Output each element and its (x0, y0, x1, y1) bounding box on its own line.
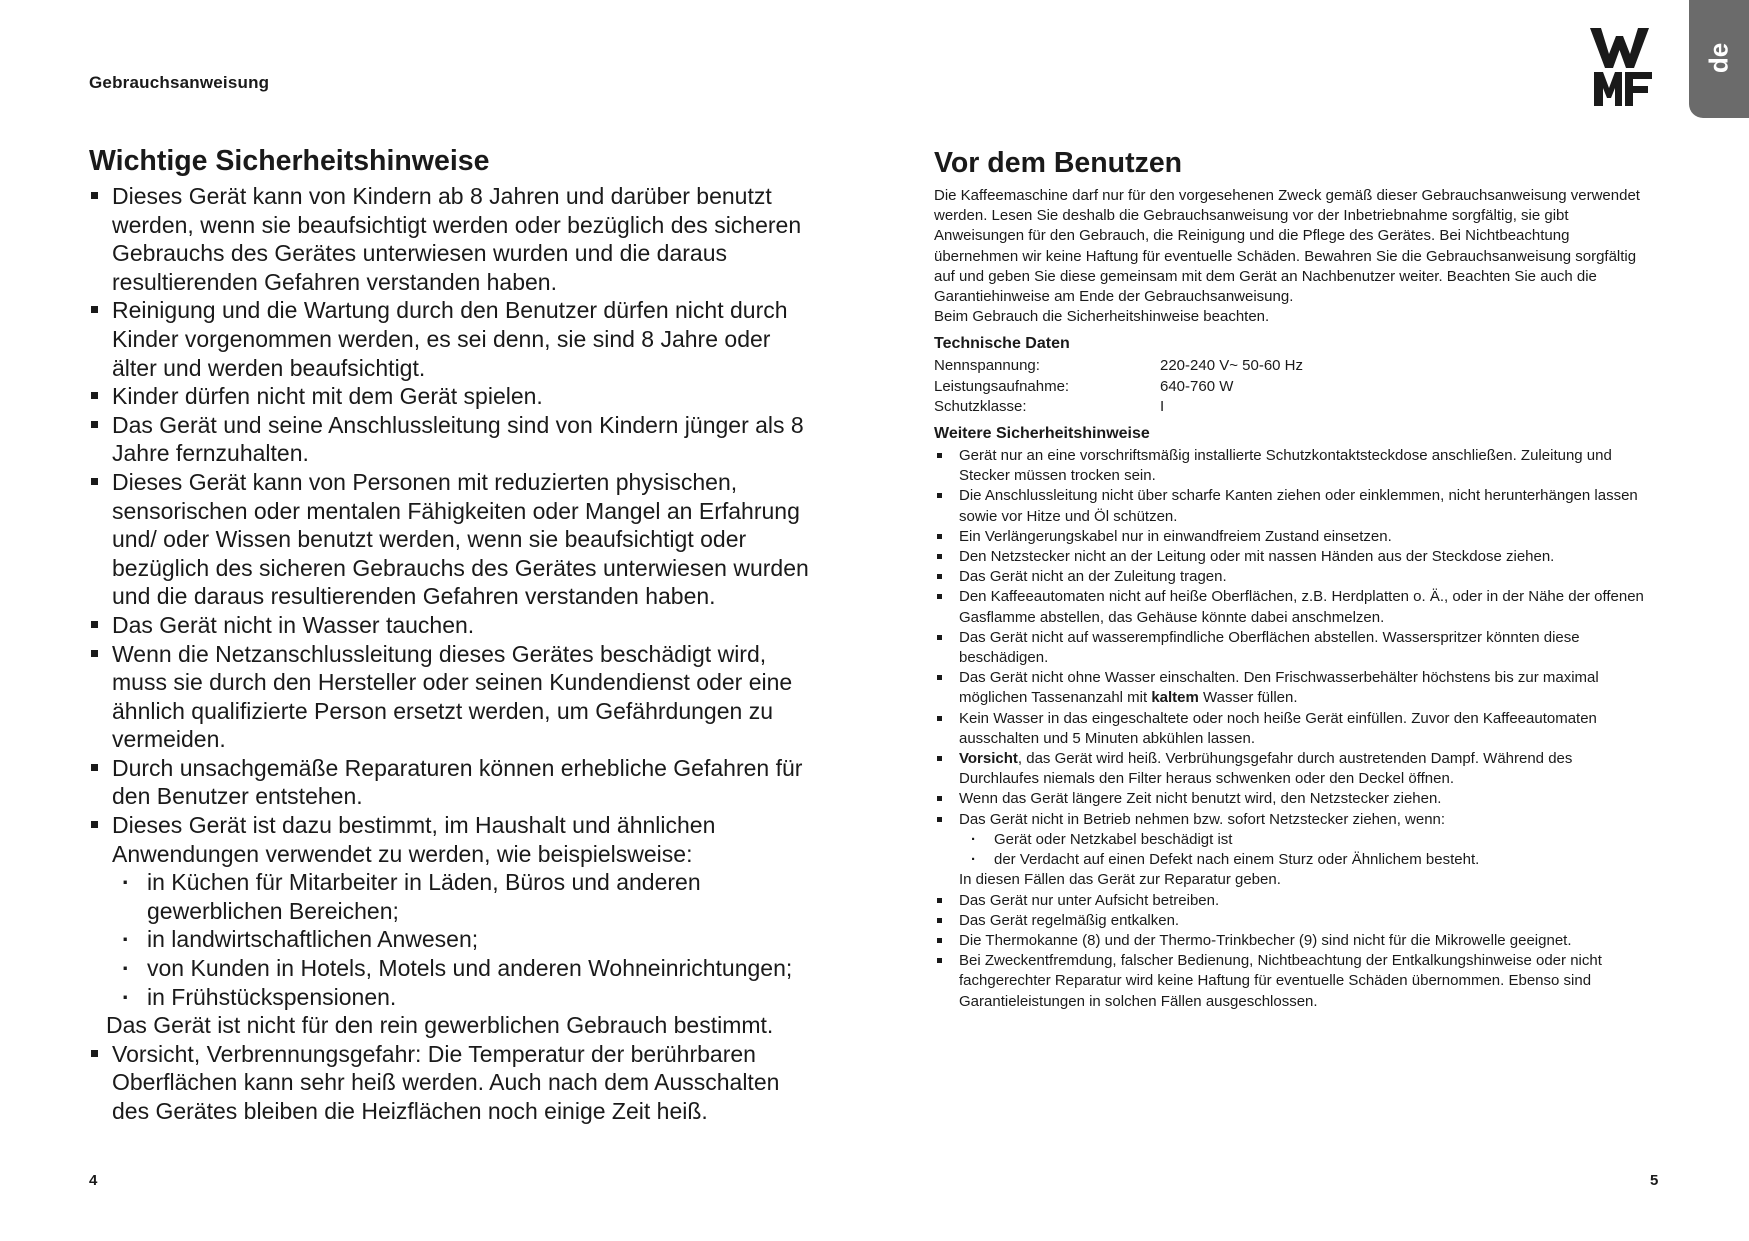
sub-list-item: · von Kunden in Hotels, Motels und anderen Wohneinrichtungen; (112, 954, 819, 983)
list-item-water (934, 668, 1654, 708)
list-item: Das Gerät nicht an der Zuleitung tragen. (934, 567, 1654, 587)
list-item-text: Das Gerät nicht in Betrieb nehmen bzw. sofort Netzstecker ziehen, wenn: (959, 810, 1446, 828)
tech-data-table (934, 356, 1303, 417)
safety-title: Wichtige Sicherheitshinweise (89, 145, 490, 177)
list-item: Ein Verlängerungskabel nur in einwandfreiem Zustand einsetzen. (934, 527, 1654, 547)
no-operate-sub-list (959, 830, 1654, 870)
before-use-title: Vor dem Benutzen (934, 147, 1183, 179)
intro-text: Die Kaffeemaschine darf nur für den vorgesehenen Zweck gemäß dieser Gebrauchsanweisung verwendet werden. Lesen Sie deshalb die Gebrauchsanweisung vor der Inbetriebnahme sorgfältig, sie gibt Anweisungen für den Gebrauch, die Reinigung und die Pflege des Gerätes. Bei Nichtbeachtung übernehmen wir keine Haftung für eventuelle Schäden. Bewahren Sie die Gebrauchsanweisung sorgfältig auf und geben Sie diese gemeinsam mit dem Gerät an Nachbenutzer weiter. Beachten Sie auch die Garantiehinweise am Ende der Gebrauchsanweisung. (934, 187, 1640, 306)
list-item: Kinder dürfen nicht mit dem Gerät spielen. (89, 382, 819, 411)
water-text-pre: Das Gerät nicht ohne Wasser einschalten. Den Frischwasserbehälter höchstens bis zur maximal möglichen Tassenanzahl mit (959, 669, 1599, 707)
intro-text-2: Beim Gebrauch die Sicherheitshinweise beachten. (934, 308, 1270, 326)
intro-paragraph (934, 186, 1654, 327)
sub-list-item: · in Frühstückspensionen. (112, 983, 819, 1012)
table-row (934, 356, 1303, 376)
tech-label: Schutzklasse: (934, 397, 1027, 415)
list-item-text: Dieses Gerät ist dazu bestimmt, im Haushalt und ähnlichen Anwendungen verwendet zu werden, wie beispielsweise: (112, 812, 716, 867)
caution-text: , das Gerät wird heiß. Verbrühungsgefahr durch austretenden Dampf. Während des Durchlaufes niemals den Filter heraus schwenken oder den Deckel öffnen. (959, 750, 1573, 788)
page-number-left: 4 (89, 1172, 98, 1189)
list-item: Die Thermokanne (8) und der Thermo-Trinkbecher (9) sind nicht für die Mikrowelle geeignet. (934, 931, 1654, 951)
page-number-right: 5 (1650, 1172, 1659, 1189)
table-row (934, 397, 1303, 417)
document-header: Gebrauchsanweisung (89, 73, 270, 92)
language-tab[interactable] (1689, 0, 1749, 118)
sub-list-item: · in landwirtschaftlichen Anwesen; (112, 925, 819, 954)
list-item: Gerät nur an eine vorschriftsmäßig installierte Schutzkontaktsteckdose anschließen. Zuleitung und Stecker müssen trocken sein. (934, 446, 1654, 486)
list-item: Durch unsachgemäße Reparaturen können erhebliche Gefahren für den Benutzer entstehen. (89, 754, 819, 811)
list-item: Wenn das Gerät längere Zeit nicht benutzt wird, den Netzstecker ziehen. (934, 789, 1654, 809)
water-text-bold: kaltem (1151, 689, 1199, 707)
list-item-no-operate (934, 810, 1654, 871)
list-item: Bei Zweckentfremdung, falscher Bedienung, Nichtbeachtung der Entkalkungshinweise oder nicht fachgerechter Reparatur wird keine Haftung für eventuelle Schäden übernommen. Ebenso sind Garantieleistungen in solchen Fällen ausgeschlossen. (934, 951, 1654, 1012)
repair-note: In diesen Fällen das Gerät zur Reparatur geben. (959, 871, 1281, 889)
tech-data-title: Technische Daten (934, 335, 1070, 353)
list-item: Das Gerät nicht auf wasserempfindliche Oberflächen abstellen. Wasserspritzer könnten diese beschädigen. (934, 628, 1654, 668)
caution-bold: Vorsicht (959, 750, 1018, 768)
table-row (934, 377, 1303, 397)
wmf-logo-graphic (1590, 28, 1656, 106)
list-item: Reinigung und die Wartung durch den Benutzer dürfen nicht durch Kinder vorgenommen werden, es sei denn, sie sind 8 Jahre oder älter und werden beaufsichtigt. (89, 296, 819, 382)
list-item: Die Anschlussleitung nicht über scharfe Kanten ziehen oder einklemmen, nicht herunterhängen lassen sowie vor Hitze und Öl schützen. (934, 486, 1654, 526)
more-safety-list (934, 446, 1654, 1012)
list-item: Wenn die Netzanschlussleitung dieses Gerätes beschädigt wird, muss sie durch den Hersteller oder seinen Kundendienst oder eine ähnlich qualifizierte Person ersetzt werden, um Gefährdungen zu vermeiden. (89, 640, 819, 754)
list-item: Das Gerät und seine Anschlussleitung sind von Kindern jünger als 8 Jahre fernzuhalten. (89, 411, 819, 468)
right-column (934, 146, 1654, 1012)
tech-label: Nennspannung: (934, 357, 1040, 375)
list-item: Dieses Gerät kann von Personen mit reduzierten physischen, sensorischen oder mentalen Fähigkeiten oder Mangel an Erfahrung und/ oder Wissen benutzt werden, wenn sie beaufsichtigt oder bezüglich des sicheren Gebrauchs des Gerätes unterwiesen wurden und die daraus resultierenden Gefahren verstanden haben. (89, 468, 819, 611)
list-item: Den Netzstecker nicht an der Leitung oder mit nassen Händen aus der Steckdose ziehen. (934, 547, 1654, 567)
language-tab-label: de (1703, 42, 1734, 74)
list-item: Das Gerät regelmäßig entkalken. (934, 911, 1654, 931)
list-item: Kein Wasser in das eingeschaltete oder noch heiße Gerät einfüllen. Zuvor den Kaffeeautomaten ausschalten und 5 Minuten abkühlen lassen. (934, 709, 1654, 749)
tech-value: 640-760 W (1160, 377, 1234, 395)
list-item: Den Kaffeeautomaten nicht auf heiße Oberflächen, z.B. Herdplatten o. Ä., oder in der Nähe der offenen Gasflamme abstellen, das Gehäuse könnte dabei anschmelzen. (934, 587, 1654, 627)
safety-list (89, 182, 819, 1126)
sub-list-item: · Gerät oder Netzkabel beschädigt ist (959, 830, 1654, 850)
list-item-household (89, 811, 819, 1011)
commercial-note: Das Gerät ist nicht für den rein gewerblichen Gebrauch bestimmt. (106, 1012, 774, 1039)
list-item: Dieses Gerät kann von Kindern ab 8 Jahren und darüber benutzt werden, wenn sie beaufsichtigt werden oder bezüglich des sicheren Gebrauchs des Gerätes unterwiesen wurden und die daraus resultierenden Gefahren verstanden haben. (89, 182, 819, 296)
sub-list-item: · der Verdacht auf einen Defekt nach einem Sturz oder Ähnlichem besteht. (959, 850, 1654, 870)
household-sub-list (112, 868, 819, 1011)
sub-list-item: · in Küchen für Mitarbeiter in Läden, Büros und anderen gewerblichen Bereichen; (112, 868, 819, 925)
wmf-logo (1590, 28, 1656, 106)
more-safety-title: Weitere Sicherheitshinweise (934, 425, 1150, 443)
list-item: Vorsicht, Verbrennungsgefahr: Die Temperatur der berührbaren Oberflächen kann sehr heiß werden. Auch nach dem Ausschalten des Gerätes bleiben die Heizflächen noch einige Zeit heiß. (89, 1040, 819, 1126)
left-column (89, 144, 819, 1126)
list-item: Das Gerät nicht in Wasser tauchen. (89, 611, 819, 640)
tech-label: Leistungsaufnahme: (934, 377, 1070, 395)
tech-value: I (1160, 397, 1165, 415)
water-text-post: Wasser füllen. (1198, 689, 1298, 707)
list-item-caution (934, 749, 1654, 789)
tech-value: 220-240 V~ 50-60 Hz (1160, 357, 1304, 375)
list-item: Das Gerät nur unter Aufsicht betreiben. (934, 891, 1654, 911)
